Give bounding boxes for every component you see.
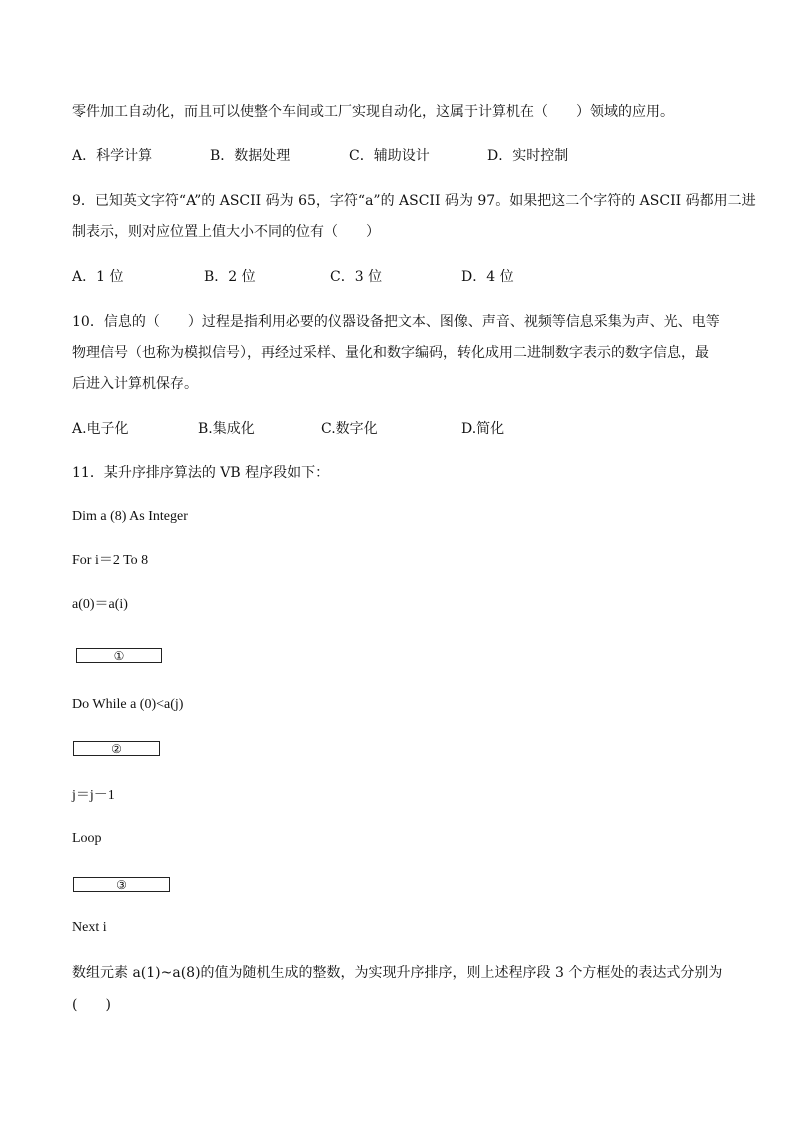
code-assign-line: a(0)＝a(i) xyxy=(72,597,128,612)
code-for-line: For i＝2 To 8 xyxy=(72,553,149,568)
q8-option-b: B．数据处理 xyxy=(210,148,291,164)
q9-option-c: C．3 位 xyxy=(330,269,383,285)
q10-stem-line1: 10．信息的（ ）过程是指利用必要的仪器设备把文本、图像、声音、视频等信息采集为声、光、电等 xyxy=(72,314,720,330)
answer-box-2[interactable] xyxy=(73,741,160,756)
q11-answer-paren: ( ) xyxy=(72,997,111,1013)
q8-option-a: A．科学计算 xyxy=(72,148,153,164)
q11-intro: 11．某升序排序算法的 VB 程序段如下： xyxy=(72,465,330,481)
q10-option-c: C.数字化 xyxy=(321,421,378,437)
q9-stem-line1: 9．已知英文字符“A”的 ASCII 码为 65，字符“a”的 ASCII 码为 97。如果把这二个字符的 ASCII 码都用二进 xyxy=(72,193,756,209)
answer-box-3[interactable] xyxy=(73,877,170,892)
code-do-while-line: Do While a (0)<a(j) xyxy=(72,697,184,712)
q10-option-d: D.简化 xyxy=(461,421,505,437)
q9-stem-line2: 制表示，则对应位置上值大小不同的位有（ ） xyxy=(72,224,380,240)
answer-box-2-label: ② xyxy=(111,742,122,756)
code-dim-line: Dim a (8) As Integer xyxy=(72,509,188,524)
q9-option-b: B．2 位 xyxy=(204,269,256,285)
answer-box-1[interactable] xyxy=(76,648,162,663)
q10-option-b: B.集成化 xyxy=(198,421,255,437)
code-decrement-line: j＝j－1 xyxy=(72,788,115,803)
answer-box-3-label: ③ xyxy=(116,878,127,892)
q8-option-c: C．辅助设计 xyxy=(349,148,430,164)
q10-stem-line2: 物理信号（也称为模拟信号），再经过采样、量化和数字编码，转化成用二进制数字表示的数字信息，最 xyxy=(72,345,709,361)
q10-option-a: A.电子化 xyxy=(72,421,129,437)
code-loop-line: Loop xyxy=(72,831,102,846)
q10-stem-line3: 后进入计算机保存。 xyxy=(72,376,198,392)
q8-option-d: D．实时控制 xyxy=(487,148,569,164)
answer-box-1-label: ① xyxy=(113,649,125,663)
q9-option-d: D．4 位 xyxy=(461,269,514,285)
code-next-line: Next i xyxy=(72,920,107,935)
q11-question-line: 数组元素 a(1)~a(8)的值为随机生成的整数，为实现升序排序，则上述程序段 3 个方框处的表达式分别为 xyxy=(72,965,723,981)
q9-option-a: A．1 位 xyxy=(72,269,124,285)
q8-stem-tail: 零件加工自动化，而且可以使整个车间或工厂实现自动化，这属于计算机在（ ）领域的应用。 xyxy=(72,104,674,120)
